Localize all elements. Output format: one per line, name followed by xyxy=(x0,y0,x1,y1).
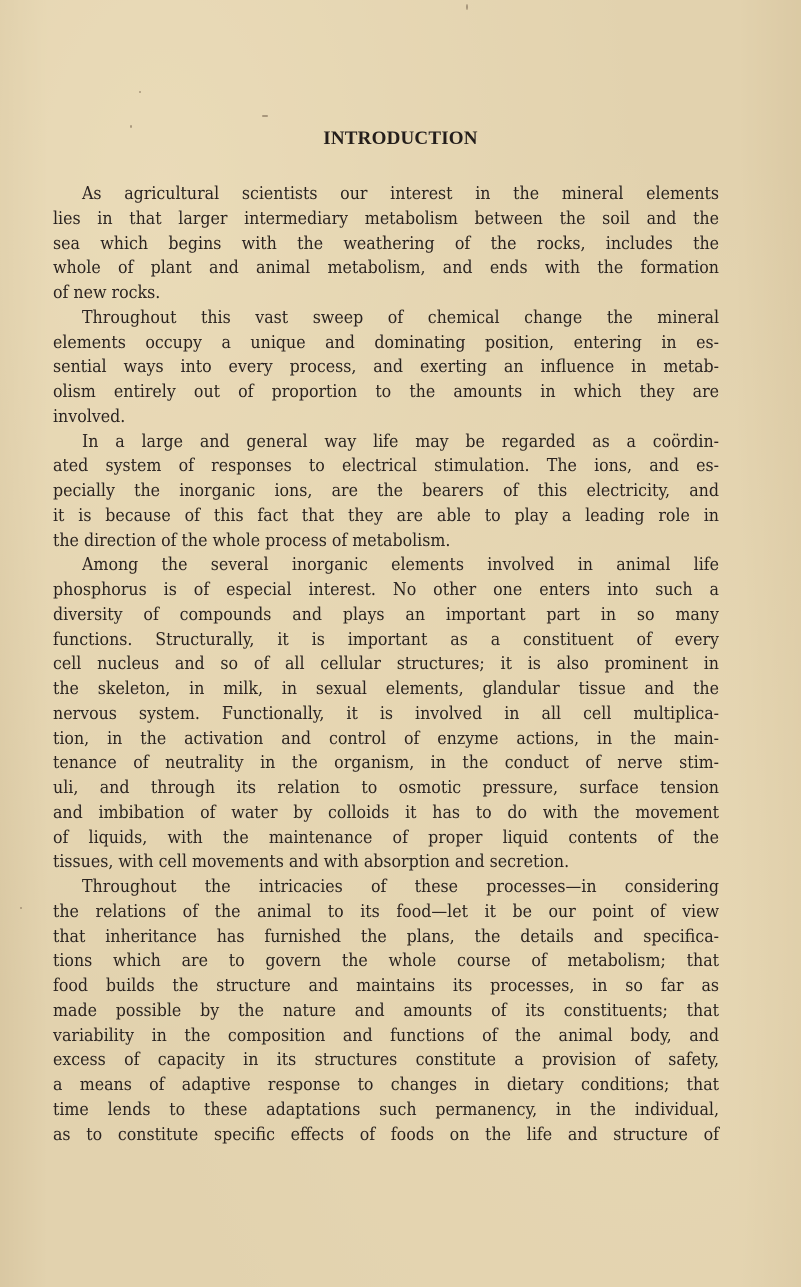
text-line: tions which are to govern the whole course of metabolism; that xyxy=(53,951,719,972)
text-line: involved. xyxy=(53,406,126,427)
paragraph-5 xyxy=(53,875,719,1147)
text-line: In a large and general way life may be regarded as a coördin- xyxy=(82,431,719,452)
text-line: pecially the inorganic ions, are the bearers of this electricity, and xyxy=(53,481,719,501)
text-line: as to constitute specific effects of foods on the life and structure of xyxy=(53,1124,719,1145)
paper-speck xyxy=(130,125,132,128)
text-line: the skeleton, in milk, in sexual elements, glandular tissue and the xyxy=(53,679,719,699)
text-line: that inheritance has furnished the plans, the details and specifica- xyxy=(53,926,719,947)
paper-speck xyxy=(262,115,268,117)
text-line: the direction of the whole process of metabolism. xyxy=(53,530,451,551)
text-line: tissues, with cell movements and with absorption and secretion. xyxy=(53,852,570,873)
text-line: uli, and through its relation to osmotic pressure, surface tension xyxy=(53,778,719,798)
paragraph-2 xyxy=(53,306,719,430)
text-line: Throughout this vast sweep of chemical change the mineral xyxy=(82,307,719,328)
text-line: variability in the composition and functions of the animal body, and xyxy=(53,1025,719,1046)
text-line: tion, in the activation and control of enzyme actions, in the main- xyxy=(53,728,719,749)
text-line: a means of adaptive response to changes in dietary conditions; that xyxy=(53,1075,719,1095)
text-line: Throughout the intricacies of these processes—in considering xyxy=(82,877,719,897)
paragraph-3 xyxy=(53,430,719,554)
text-line: Among the several inorganic elements involved in animal life xyxy=(82,555,719,576)
text-line: and imbibation of water by colloids it has to do with the movement xyxy=(53,802,719,823)
text-line: ated system of responses to electrical stimulation. The ions, and es- xyxy=(53,456,719,477)
text-line: olism entirely out of proportion to the amounts in which they are xyxy=(53,382,719,402)
paper-speck xyxy=(466,4,468,10)
paper-speck xyxy=(20,907,22,909)
text-line: nervous system. Functionally, it is involved in all cell multiplica- xyxy=(53,703,719,724)
text-line: time lends to these adaptations such permanency, in the individual, xyxy=(53,1099,719,1120)
text-line: As agricultural scientists our interest in the mineral elements xyxy=(82,184,719,204)
text-line: elements occupy a unique and dominating position, entering in es- xyxy=(53,332,719,353)
text-line: phosphorus is of especial interest. No other one enters into such a xyxy=(53,580,719,600)
text-line: it is because of this fact that they are able to play a leading role in xyxy=(53,505,719,526)
text-line: lies in that larger intermediary metabolism between the soil and the xyxy=(53,208,719,229)
text-line: diversity of compounds and plays an important part in so many xyxy=(53,604,719,625)
text-line: sea which begins with the weathering of the rocks, includes the xyxy=(53,233,719,254)
text-line: of liquids, with the maintenance of proper liquid contents of the xyxy=(53,827,719,848)
text-line: the relations of the animal to its food—let it be our point of view xyxy=(53,901,719,922)
text-line: of new rocks. xyxy=(53,283,161,303)
text-line: cell nucleus and so of all cellular structures; it is also prominent in xyxy=(53,654,719,675)
body-text xyxy=(53,182,719,1147)
text-line: whole of plant and animal metabolism, and ends with the formation xyxy=(53,258,719,279)
paper-speck xyxy=(139,91,141,93)
text-line: functions. Structurally, it is important as a constituent of every xyxy=(53,629,719,650)
text-line: excess of capacity in its structures constitute a provision of safety, xyxy=(53,1050,719,1071)
paragraph-4 xyxy=(53,553,719,875)
text-line: sential ways into every process, and exerting an influence in metab- xyxy=(53,357,719,378)
page-title: INTRODUCTION xyxy=(323,128,478,149)
text-line: tenance of neutrality in the organism, in the conduct of nerve stim- xyxy=(53,753,719,774)
paragraph-1 xyxy=(53,182,719,306)
text-line: made possible by the nature and amounts of its constituents; that xyxy=(53,1000,719,1021)
text-line: food builds the structure and maintains its processes, in so far as xyxy=(53,976,719,996)
